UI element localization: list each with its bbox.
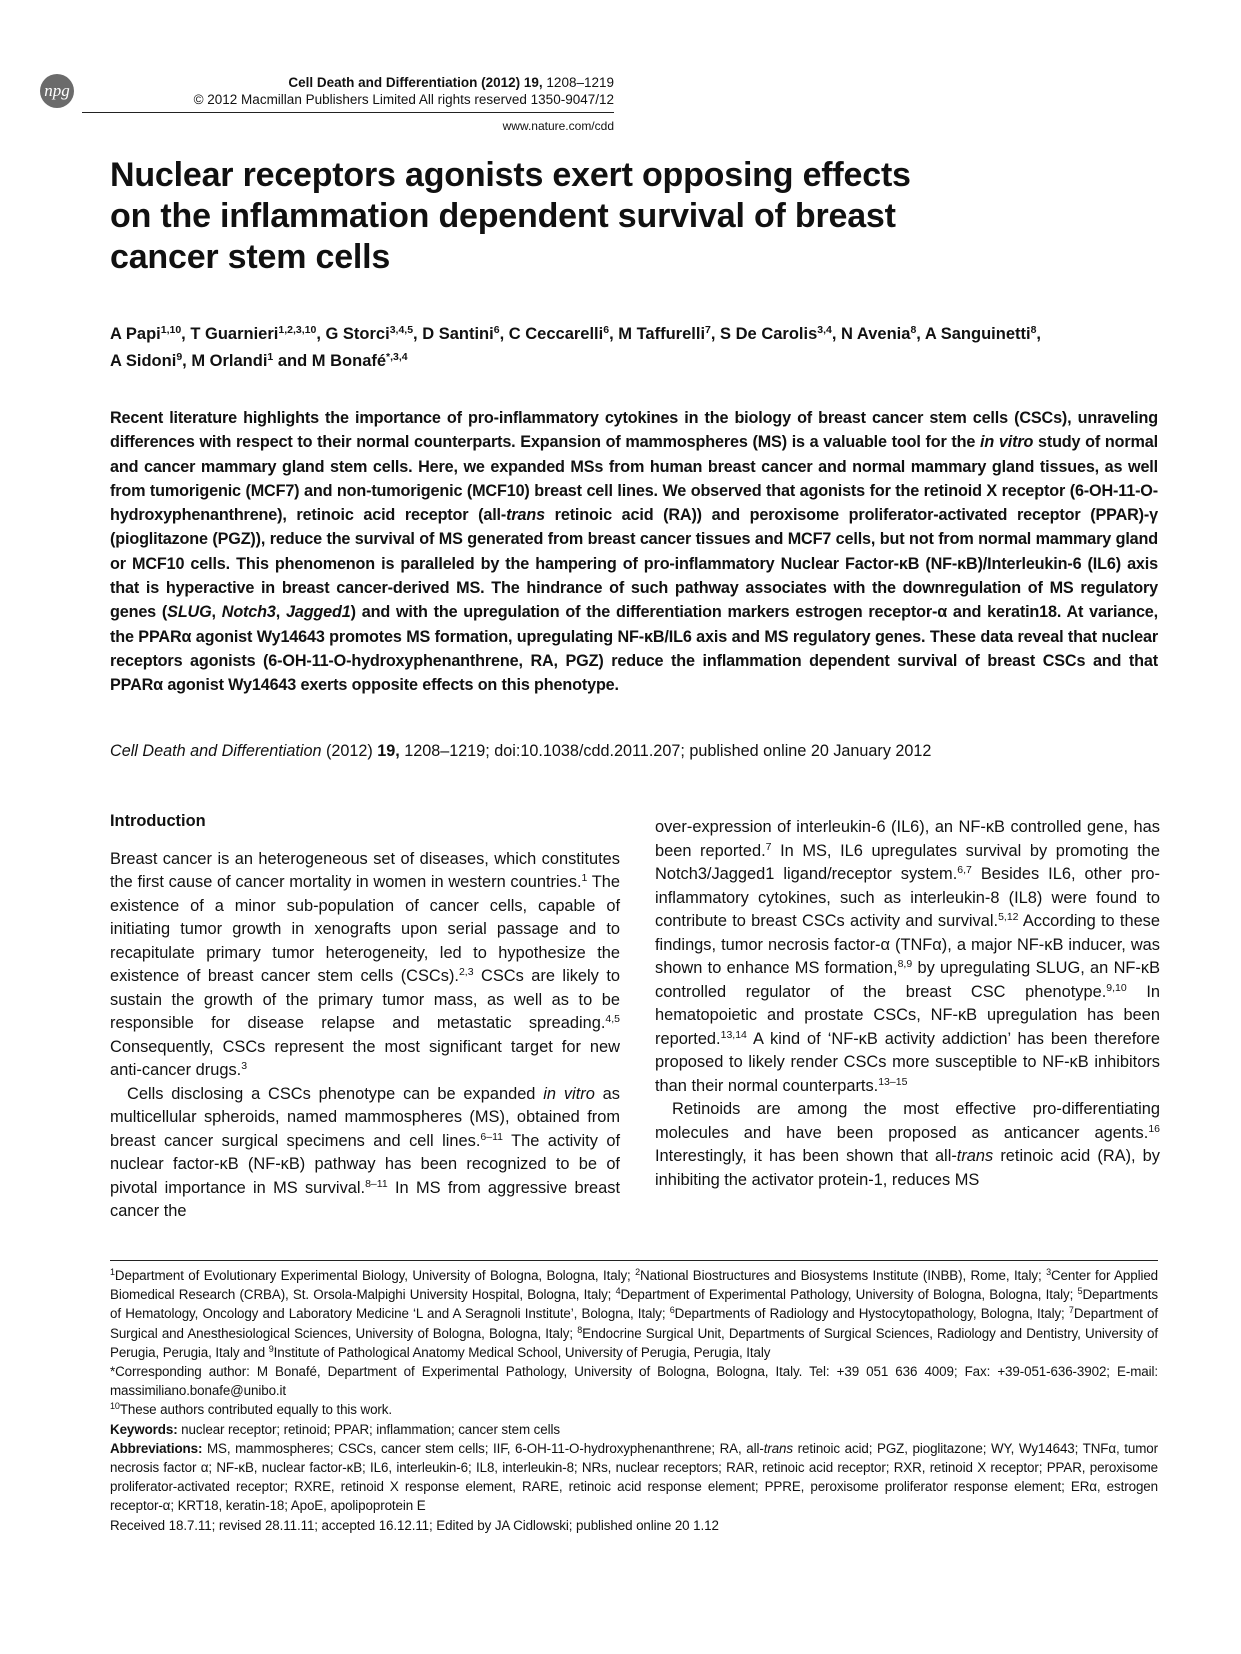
abstract-text: , — [275, 603, 286, 622]
article-title — [110, 155, 1070, 278]
text-italic: trans — [956, 1147, 994, 1165]
affiliation: Department of Experimental Pathology, University of Bologna, Bologna, Italy; — [620, 1287, 1078, 1303]
citation-journal: Cell Death and Differentiation — [110, 742, 322, 760]
reference[interactable]: 9,10 — [1106, 981, 1127, 994]
author-affiliation: 8 — [910, 324, 917, 336]
journal-pages: 1208–1219 — [542, 75, 614, 90]
reference[interactable]: 16 — [1148, 1122, 1160, 1135]
affiliation: National Biostructures and Biosystems Institute (INBB), Rome, Italy; — [640, 1268, 1047, 1283]
author-name: M Bonafé — [311, 352, 387, 370]
aff-marker: 3 — [1046, 1267, 1051, 1277]
affiliation: Center for Applied Biomedical Research (CRBA), St. Orsola-Malpighi University Hospital, Bologna, Italy; — [110, 1268, 1159, 1303]
abstract-text: Recent literature highlights the importance of pro-inflammatory cytokines in the biology of breast cancer stem cells (CSCs), unraveling differences with respect to their normal counterparts. Expansion of mammospheres (MS) is a valuable tool for the — [110, 409, 1158, 452]
reference[interactable]: 13,14 — [720, 1028, 747, 1041]
text: Consequently, CSCs represent the most significant target for new anti-cancer drugs. — [110, 1037, 620, 1079]
text-italic: in vitro — [543, 1084, 595, 1103]
reference[interactable]: 1 — [581, 872, 588, 884]
text: According to these findings, tumor necrosis factor-α (TNFα), a major NF-κB inducer, was shown to enhance MS formation, — [655, 912, 1160, 977]
text: over-expression of interleukin-6 (IL6), an NF-κB controlled gene, has been reported. — [655, 818, 1160, 860]
abbreviations-text: MS, mammospheres; CSCs, cancer stem cells; IIF, 6-OH-11-O-hydroxyphenanthrene; RA, all- — [202, 1440, 764, 1456]
author-name: M Taffurelli — [618, 325, 706, 343]
reference[interactable]: 5,12 — [998, 911, 1019, 923]
received-dates: Received 18.7.11; revised 28.11.11; accepted 16.12.11; Edited by JA Cidlowski; published online 20 1.12 — [110, 1517, 719, 1533]
paragraph — [110, 848, 620, 1083]
citation-volume: 19, — [377, 742, 400, 760]
reference[interactable]: 2,3 — [458, 966, 474, 978]
text: Interestingly, it has been shown that all- — [655, 1147, 957, 1165]
body-column-left — [110, 810, 620, 1224]
footnotes — [110, 1266, 1158, 1535]
equal-contribution — [110, 1400, 1158, 1419]
author-name: T Guarnieri — [190, 325, 279, 343]
author-name: A Papi — [110, 325, 161, 343]
affiliation: Department of Evolutionary Experimental Biology, University of Bologna, Bologna, Italy; — [114, 1268, 636, 1283]
author-affiliation: 3,4 — [817, 324, 832, 336]
abbreviations-text: retinoic acid; PGZ, pioglitazone; WY, Wy14643; TNFα, tumor necrosis factor α; NF-κB, nuclear factor-κB; IL6, interleukin-6; IL8, interleukin-8; NRs, nuclear receptors; RAR, retinoic acid receptor; RXR, retinoid X receptor; PPAR, peroxisome proliferator-activated receptor; RXRE, retinoid X response element, RARE, retinoic acid response element; PPRE, peroxisome proliferator response element; ERα, estrogen receptor-α; KRT18, keratin-18; ApoE, apolipoprotein E — [110, 1440, 1159, 1514]
text: In MS from aggressive breast cancer the — [110, 1178, 621, 1220]
abbreviations — [110, 1439, 1158, 1516]
author-affiliation: 8 — [1030, 324, 1037, 336]
journal-url[interactable]: www.nature.com/cdd — [502, 119, 614, 133]
reference[interactable]: 6,7 — [957, 864, 972, 876]
author-name: S De Carolis — [720, 325, 818, 343]
affiliation: Departments of Hematology, Oncology and Laboratory Medicine ‘L and A Seragnoli Institute’, Bologna, Italy; — [110, 1287, 1158, 1322]
author-and: and — [277, 352, 308, 370]
aff-marker: 5 — [1077, 1286, 1083, 1297]
keywords — [110, 1420, 1158, 1439]
header-rule — [82, 112, 614, 113]
paragraph — [655, 1098, 1160, 1192]
text: Breast cancer is an heterogeneous set of diseases, which constitutes the first cause of cancer mortality in women in western countries. — [110, 849, 620, 891]
author-line-1: A Papi$^{1,10}$, T Guarnieri$^{1,2,3,10}$, G Storci$^{3,4,5}$, D Santini$^6$, C Ceccarelli$^6$, M Taffurelli$^7$, S De Carolis$^{3,4}$, N Avenia$^8$, A Sanguinetti$^8$, — [110, 324, 1042, 343]
aff-marker: 6 — [669, 1305, 675, 1316]
text: CSCs are likely to sustain the growth of the primary tumor mass, as well as to be responsible for disease relapse and metastatic spreading. — [110, 967, 620, 1032]
abstract-italic: trans — [506, 506, 545, 525]
aff-marker: 9 — [268, 1343, 274, 1354]
abstract-text: retinoic acid (RA)) and peroxisome proliferator-activated receptor (PPAR)-γ (pioglitazone (PGZ)), reduce the survival of MS generated from breast cancer tissues and MCF7 cells, but not from normal mammary gland or MCF10 cells. This phenomenon is paralleled by the hampering of pro-inflammatory Nuclear Factor-κB (NF-κB)/Interleukin-6 (IL6) axis that is hyperactive in breast cancer-derived MS. The hindrance of such pathway associates with the downregulation of MS regulatory genes ( — [110, 506, 1158, 622]
text: A kind of ‘NF-κB activity addiction’ has been therefore proposed to likely render CSCs more susceptible to NF-κB inhibitors than their normal counterparts. — [655, 1029, 1160, 1095]
affiliation: Institute of Pathological Anatomy Medical School, University of Perugia, Perugia, Italy — [273, 1344, 771, 1360]
author-affiliation: 7 — [705, 324, 711, 336]
reference[interactable]: 4,5 — [605, 1013, 620, 1025]
section-heading-introduction: Introduction — [110, 812, 206, 830]
text: Besides IL6, other pro-inflammatory cytokines, such as interleukin-8 (IL8) were found to contribute to breast CSCs activity and survival. — [655, 865, 1161, 930]
author-affiliation: 1,2,3,10 — [278, 324, 317, 336]
journal-name: Cell Death and Differentiation (2012) 19, — [288, 75, 543, 90]
gene-name: Notch3 — [221, 603, 276, 622]
reference[interactable]: 8,9 — [897, 958, 913, 970]
footnote-rule — [110, 1260, 1158, 1261]
author-affiliation: 1 — [267, 351, 274, 363]
author-name: C Ceccarelli — [508, 325, 604, 343]
author-name: A Sanguinetti — [924, 325, 1031, 343]
title-line: Nuclear receptors agonists exert opposing effects — [110, 156, 911, 194]
text: as multicellular spheroids, named mammospheres (MS), obtained from breast cancer surgical specimens and cell lines. — [110, 1084, 620, 1150]
author-line-2: A Sidoni$^9$, M Orlandi$^1$ and M Bonafé$^{*,3,4}$ — [110, 351, 408, 370]
keywords-text: nuclear receptor; retinoid; PPAR; inflammation; cancer stem cells — [177, 1421, 560, 1437]
affiliations — [110, 1266, 1158, 1362]
author-name: A Sidoni — [110, 352, 177, 370]
abstract-text: , — [211, 603, 222, 622]
title-line: on the inflammation dependent survival of breast — [110, 197, 896, 235]
author-affiliation: 3,4,5 — [389, 324, 414, 336]
abstract-text: study of normal and cancer mammary gland stem cells. Here, we expanded MSs from human breast cancer and normal mammary gland tissues, as well from tumorigenic (MCF7) and non-tumorigenic (MCF10) breast cell lines. We observed that agonists for the retinoid X receptor (6-OH-11-O-hydroxyphenanthrene), retinoic acid receptor (all- — [110, 433, 1158, 525]
text: The existence of a minor sub-population of cancer cells, capable of initiating tumor growth in xenografts upon serial passage and to recapitulate primary tumor heterogeneity, led to hypothesize the existence of breast cancer stem cells (CSCs). — [110, 873, 620, 985]
aff-marker: 1 — [110, 1267, 115, 1277]
text: retinoic acid (RA), by inhibiting the activator protein-1, reduces MS — [655, 1147, 1160, 1189]
affiliation: Departments of Radiology and Hystocytopathology, Bologna, Italy; — [674, 1306, 1069, 1322]
npg-logo: npg — [40, 74, 74, 108]
text: In MS, IL6 upregulates survival by promoting the Notch3/Jagged1 ligand/receptor system. — [655, 841, 1160, 883]
aff-marker: 10 — [110, 1401, 120, 1412]
author-affiliation: 1,10 — [160, 324, 182, 336]
author-affiliation: 6 — [603, 324, 610, 336]
reference[interactable]: 8–11 — [365, 1177, 388, 1190]
abstract — [110, 406, 1158, 698]
reference[interactable]: 13–15 — [878, 1075, 908, 1088]
author-name: N Avenia — [841, 325, 911, 343]
affiliation: Department of Surgical and Anesthesiological Sciences, University of Bologna, Bologna, Italy; — [110, 1306, 1158, 1341]
abbreviations-italic: trans — [763, 1440, 793, 1456]
author-list — [110, 321, 1158, 375]
copyright-line: © 2012 Macmillan Publishers Limited All rights reserved 1350-9047/12 — [193, 92, 614, 107]
journal-line — [180, 74, 614, 91]
text: Cells disclosing a CSCs phenotype can be expanded — [127, 1084, 544, 1103]
gene-name: Jagged1 — [285, 603, 351, 622]
author-affiliation: 6 — [493, 324, 500, 336]
title-line: cancer stem cells — [110, 238, 391, 276]
abstract-text: ) and with the upregulation of the differentiation markers estrogen receptor-α and keratin18. At variance, the PPARα agonist Wy14643 promotes MS formation, upregulating NF-κB/IL6 axis and MS regulatory genes. These data reveal that nuclear receptors agonists (6-OH-11-O-hydroxyphenanthrene, RA, PGZ) reduce the inflammation dependent survival of breast CSCs and that PPARα agonist Wy14643 exerts opposite effects on this phenotype. — [110, 603, 1158, 695]
gene-name: SLUG — [167, 603, 212, 622]
text: In hematopoietic and prostate CSCs, NF-κB upregulation has been reported. — [655, 982, 1161, 1048]
citation-line — [110, 739, 1158, 763]
reference[interactable]: 6–11 — [480, 1130, 503, 1143]
aff-marker: 4 — [615, 1286, 621, 1297]
author-affiliation: 9 — [176, 351, 183, 363]
aff-marker: 7 — [1068, 1305, 1074, 1316]
abbreviations-label: Abbreviations: — [110, 1440, 203, 1456]
paragraph — [655, 816, 1160, 1098]
author-affiliation: *,3,4 — [386, 351, 408, 363]
abstract-italic: in vitro — [980, 433, 1034, 452]
text: The activity of nuclear factor-κB (NF-κB) pathway has been recognized to be of pivotal importance in MS survival. — [110, 1131, 620, 1197]
affiliation: Endocrine Surgical Unit, Departments of Surgical Sciences, Radiology and Dentistry, University of Perugia, Perugia, Italy and — [110, 1325, 1158, 1360]
keywords-label: Keywords: — [110, 1421, 178, 1437]
text: Retinoids are among the most effective pro-differentiating molecules and have been proposed as anticancer agents. — [655, 1100, 1160, 1142]
corresponding-author: *Corresponding author: M Bonafé, Department of Experimental Pathology, University of Bologna, Bologna, Italy. Tel: +39 051 636 4009; Fax: +39-051-636-3902; E-mail: massimiliano.bonafe@unibo.it — [110, 1364, 1158, 1399]
equal-text: These authors contributed equally to this work. — [119, 1402, 393, 1418]
paragraph — [110, 1083, 620, 1224]
reference[interactable]: 3 — [241, 1060, 248, 1072]
citation-year: (2012) — [321, 742, 378, 760]
author-name: M Orlandi — [191, 352, 268, 370]
reference[interactable]: 7 — [765, 840, 772, 853]
author-name: D Santini — [422, 325, 494, 343]
author-name: G Storci — [325, 325, 390, 343]
aff-marker: 2 — [635, 1267, 641, 1277]
body-column-right — [655, 816, 1160, 1192]
text: by upregulating SLUG, an NF-κB controlled regulator of the breast CSC phenotype. — [655, 959, 1160, 1001]
aff-marker: 8 — [577, 1324, 583, 1335]
citation-rest: 1208–1219; doi:10.1038/cdd.2011.207; published online 20 January 2012 — [399, 742, 932, 760]
